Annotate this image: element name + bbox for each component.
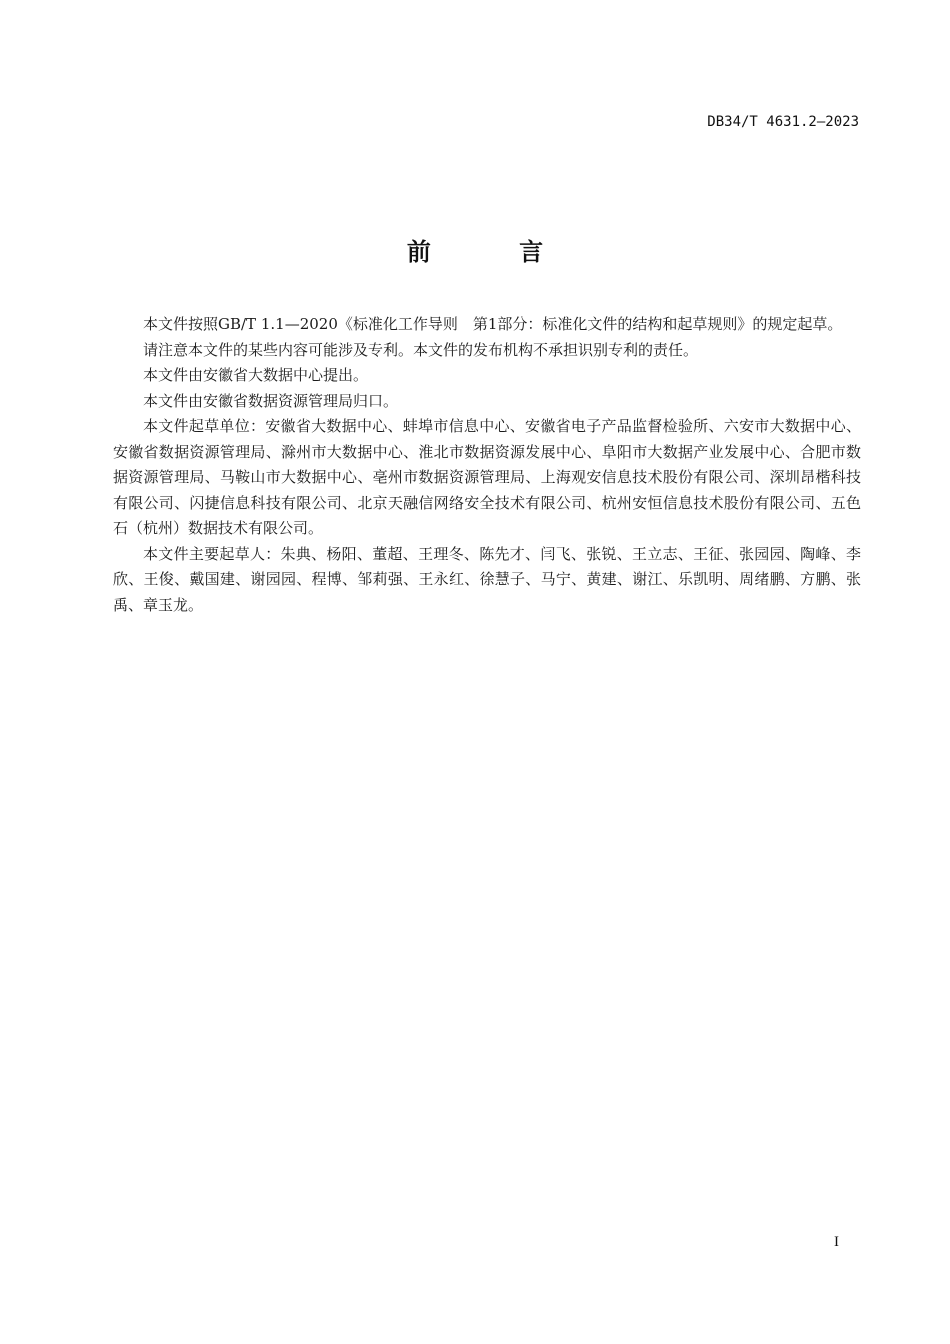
paragraph-proposed-by: 本文件由安徽省大数据中心提出。 bbox=[143, 366, 369, 384]
document-code: DB34/T 4631.2—2023 bbox=[707, 114, 859, 130]
page-title: 前 言 bbox=[406, 238, 584, 266]
paragraph-patent-notice: 请注意本文件的某些内容可能涉及专利。本文件的发布机构不承担识别专利的责任。 bbox=[143, 340, 699, 359]
paragraph-drafting-units: 本文件起草单位：安徽省大数据中心、蚌埠市信息中心、安徽省电子产品监督检验所、六安市大数据中心、安徽省数据资源管理局、滁州市大数据中心、淮北市数据资源发展中心、阜阳市大数据产业发展中心、合肥市数据资源管理局、马鞍山市大数据中心、亳州市数据资源管理局、上海观安信息技术股份有限公司、深圳昂楷科技有限公司、闪捷信息科技有限公司、北京天融信网络安全技术有限公司、杭州安恒信息技术股份有限公司、五色石（杭州）数据技术有限公司。 bbox=[113, 417, 861, 537]
paragraph-under-jurisdiction: 本文件由安徽省数据资源管理局归口。 bbox=[143, 391, 399, 410]
page-number: I bbox=[834, 1234, 839, 1250]
paragraph-drafters: 本文件主要起草人：朱典、杨阳、董超、王理冬、陈先才、闫飞、张锐、王立志、王征、张园园、陶峰、李欣、王俊、戴国建、谢园园、程博、邹莉强、王永红、徐慧子、马宁、黄建、谢江、乐凯明、周绪鹏、方鹏、张禹、章玉龙。 bbox=[113, 544, 861, 614]
preface-body bbox=[113, 312, 861, 618]
paragraph-drafting-rules: 本文件按照GB/T 1.1—2020《标准化工作导则 第1部分：标准化文件的结构和起草规则》的规定起草。 bbox=[143, 315, 843, 333]
